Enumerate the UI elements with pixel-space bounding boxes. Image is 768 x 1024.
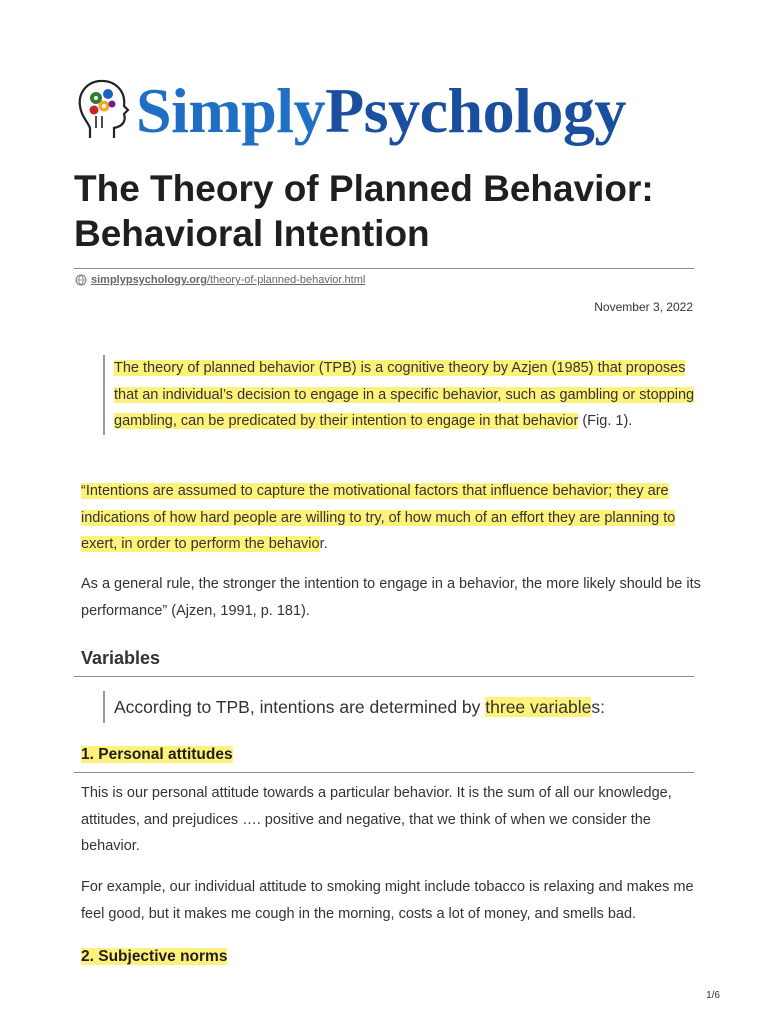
intro-highlight: The theory of planned behavior (TPB) is a cognitive theory by Azjen (1985) that proposes that an individual’s decision to engage in a specific behavior, such as gambling or stopping gambling, can be predicated by their intention to engage in that behavior xyxy=(114,360,695,429)
smoking-example-paragraph: For example, our individual attitude to smoking might include tobacco is relaxing and makes me feel good, but it makes me cough in the morning, costs a lot of money, and smells bad. xyxy=(81,879,694,922)
personal-attitudes-paragraph: This is our personal attitude towards a particular behavior. It is the sum of all our knowledge, attitudes, and prejudices …. positive and negative, that we think of when we consider the behavior. xyxy=(81,785,672,854)
subjective-norms-heading xyxy=(81,946,227,968)
publish-date: November 3, 2022 xyxy=(594,300,693,314)
variables-blockquote xyxy=(103,691,704,723)
intro-blockquote xyxy=(103,355,704,435)
head-gears-icon xyxy=(74,76,130,146)
personal-attitudes-heading-text: 1. Personal attitudes xyxy=(81,746,233,763)
intentions-end: r. xyxy=(319,536,328,552)
variables-divider xyxy=(74,676,694,677)
logo-wordmark xyxy=(136,75,626,146)
personal-attitudes-divider xyxy=(74,772,694,773)
source-domain[interactable]: simplypsychology.org xyxy=(91,274,207,286)
source-link[interactable] xyxy=(75,274,365,286)
page-number: 1/6 xyxy=(706,990,720,1001)
title-divider xyxy=(74,268,694,269)
variables-quote-highlight: three variable xyxy=(485,697,592,717)
intentions-highlight: “Intentions are assumed to capture the motivational factors that influence behavior; they are indications of how hard people are willing to try, of how much of an effort they are planning to exert, in order to perform the behavio xyxy=(81,483,676,552)
site-logo[interactable] xyxy=(74,74,626,148)
logo-psychology: Psychology xyxy=(325,75,626,146)
title-line-1: The Theory of Planned Behavior: xyxy=(74,168,654,209)
source-path[interactable]: /theory-of-planned-behavior.html xyxy=(206,274,366,286)
intentions-quote-paragraph xyxy=(81,478,701,558)
subjective-norms-heading-text: 2. Subjective norms xyxy=(81,948,228,965)
general-rule-paragraph: As a general rule, the stronger the intention to engage in a behavior, the more likely should be its performance” (Ajzen, 1991, p. 181). xyxy=(81,576,701,619)
variables-quote-after: s: xyxy=(591,697,605,717)
title-line-2: Behavioral Intention xyxy=(74,213,430,254)
logo-simply: Simply xyxy=(136,75,326,146)
globe-icon xyxy=(75,274,87,286)
intro-figure-ref: (Fig. 1). xyxy=(578,413,633,429)
page-title xyxy=(74,166,704,256)
variables-heading: Variables xyxy=(81,648,161,668)
variables-quote-before: According to TPB, intentions are determined by xyxy=(114,697,486,717)
personal-attitudes-heading xyxy=(81,744,233,766)
